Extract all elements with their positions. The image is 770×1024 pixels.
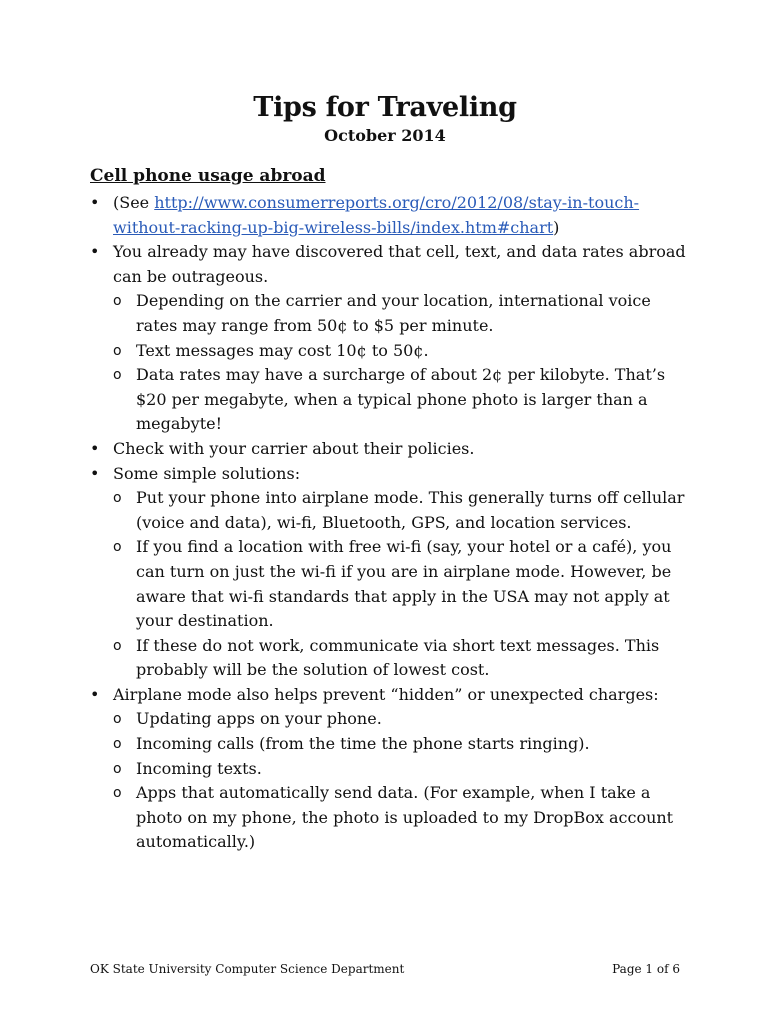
sub-bullet-text: Incoming texts. xyxy=(136,758,262,778)
sub-bullet-marker: o xyxy=(113,342,122,359)
bullet-marker: • xyxy=(90,242,100,262)
bullet-item xyxy=(90,437,690,462)
bullet-item xyxy=(90,240,690,437)
bullet-item xyxy=(90,191,690,240)
sub-bullet-marker: o xyxy=(113,490,122,507)
sub-bullet-item xyxy=(113,757,690,782)
sub-bullet-text: If you find a location with free wi-fi (say, your hotel or a café), you can turn on just the wi-fi if you are in airplane mode. However, be aware that wi-fi standards that apply in the USA may not apply at your destination. xyxy=(136,537,672,631)
bullet-item xyxy=(90,683,690,855)
sub-bullet-text: Incoming calls (from the time the phone starts ringing). xyxy=(136,734,590,754)
sub-bullet-text: Data rates may have a surcharge of about 2¢ per kilobyte. That’s $20 per megabyte, when a typical phone photo is larger than a megabyte! xyxy=(136,365,666,434)
bullet-item xyxy=(90,462,690,683)
bullet-text: Airplane mode also helps prevent “hidden” or unexpected charges: xyxy=(113,684,659,704)
sub-bullet-text: Updating apps on your phone. xyxy=(136,709,382,729)
sub-bullet-item xyxy=(113,732,690,757)
bullet-marker: • xyxy=(90,684,100,704)
sub-bullet-item xyxy=(113,339,690,364)
footer-department: OK State University Computer Science Department xyxy=(90,962,405,976)
sub-bullet-marker: o xyxy=(113,711,122,728)
sub-bullet-marker: o xyxy=(113,785,122,802)
sub-bullet-item xyxy=(113,781,690,855)
consumer-reports-link[interactable]: http://www.consumerreports.org/cro/2012/08/stay-in-touch-without-racking-up-big-wireless-bills/index.htm#chart xyxy=(113,193,640,237)
sub-bullet-list xyxy=(113,486,690,683)
sub-bullet-item xyxy=(113,535,690,633)
bullet-marker: • xyxy=(90,193,100,212)
bullet-marker: • xyxy=(90,438,100,458)
bullet-marker: • xyxy=(90,463,100,483)
sub-bullet-marker: o xyxy=(113,760,122,777)
sub-bullet-list xyxy=(113,289,690,437)
sub-bullet-item xyxy=(113,486,690,535)
sub-bullet-marker: o xyxy=(113,637,122,654)
sub-bullet-text: Apps that automatically send data. (For example, when I take a photo on my phone, the photo is uploaded to my DropBox account automatically.) xyxy=(136,783,674,852)
sub-bullet-marker: o xyxy=(113,736,122,753)
sub-bullet-item xyxy=(113,363,690,437)
sub-bullet-text: Text messages may cost 10¢ to 50¢. xyxy=(136,340,429,360)
sub-bullet-list xyxy=(113,707,690,855)
sub-bullet-marker: o xyxy=(113,367,122,384)
bullet-text: You already may have discovered that cell, text, and data rates abroad can be outrageous. xyxy=(113,242,686,286)
sub-bullet-text: Put your phone into airplane mode. This generally turns off cellular (voice and data), wi-fi, Bluetooth, GPS, and location services. xyxy=(136,488,685,532)
sub-bullet-item xyxy=(113,289,690,338)
sub-bullet-marker: o xyxy=(113,539,122,556)
sub-bullet-text: Depending on the carrier and your location, international voice rates may range from 50¢ to $5 per minute. xyxy=(136,291,651,335)
sub-bullet-item xyxy=(113,707,690,732)
bullet-list-container xyxy=(90,191,690,855)
sub-bullet-marker: o xyxy=(113,293,122,310)
footer-page-number: Page 1 of 6 xyxy=(612,962,680,976)
section-heading: Cell phone usage abroad xyxy=(90,166,326,186)
bullet-suffix: ) xyxy=(553,217,560,237)
bullet-text: Check with your carrier about their policies. xyxy=(113,438,475,458)
document-date: October 2014 xyxy=(324,126,446,145)
sub-bullet-text: If these do not work, communicate via short text messages. This probably will be the solution of lowest cost. xyxy=(136,635,660,680)
bullet-list xyxy=(90,191,690,855)
bullet-prefix: (See xyxy=(113,193,155,212)
sub-bullet-item xyxy=(113,634,690,683)
bullet-text: Some simple solutions: xyxy=(113,463,301,483)
document-title: Tips for Traveling xyxy=(253,92,517,123)
